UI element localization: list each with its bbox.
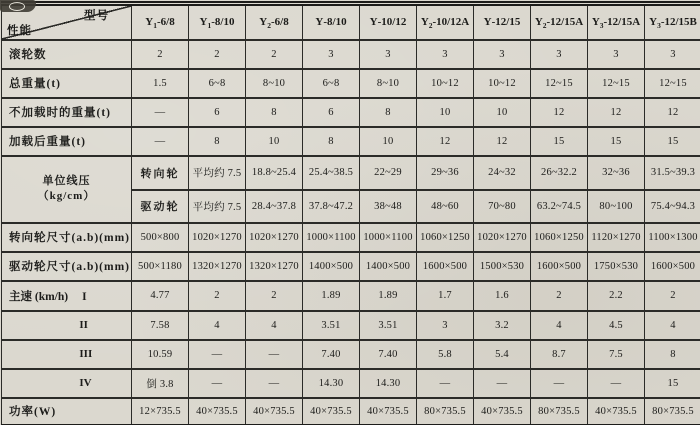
row-label-gear: [2, 340, 132, 369]
data-cell: 80×735.5: [417, 398, 474, 425]
data-cell: 3: [474, 40, 531, 69]
data-cell: 1020×1270: [474, 223, 531, 252]
data-cell: 1020×1270: [246, 223, 303, 252]
data-cell: 15: [588, 127, 645, 156]
model-header: [303, 4, 360, 40]
group-label-text: 单位线压: [42, 175, 91, 188]
data-cell: 3: [303, 40, 360, 69]
roller-spec-table: [1, 1, 700, 425]
data-cell: 1400×500: [360, 252, 417, 281]
model-rest: -8/10: [323, 16, 347, 29]
row-label: 不加载时的重量(t): [2, 98, 132, 127]
speed-label-text: 主速 (km/h): [9, 290, 69, 303]
data-cell: 1750×530: [588, 252, 645, 281]
data-cell: 80×735.5: [645, 398, 700, 425]
data-cell: 15: [645, 127, 700, 156]
data-cell: 1000×1100: [360, 223, 417, 252]
data-cell: 2: [246, 281, 303, 311]
data-cell: 4: [645, 311, 700, 340]
model-subscript: 1: [207, 21, 212, 31]
scan-smudge-artifact: [0, 0, 36, 12]
model-rest: -12/15B: [660, 16, 697, 29]
data-cell: 12~15: [645, 69, 700, 98]
data-cell: 3: [417, 311, 474, 340]
corner-performance-label: 性能: [7, 24, 32, 37]
data-cell: 8: [246, 98, 303, 127]
row-label: 转向轮尺寸(a.b)(mm): [2, 223, 132, 252]
model-header: [474, 4, 531, 40]
data-cell: 3: [588, 40, 645, 69]
data-cell: 倒 3.8: [132, 369, 189, 398]
data-cell: 12×735.5: [132, 398, 189, 425]
data-cell: 10: [246, 127, 303, 156]
data-cell: 1.89: [303, 281, 360, 311]
corner-model-label: 型号: [84, 10, 109, 22]
data-cell: 1320×1270: [246, 252, 303, 281]
row-label-main-speed: [2, 281, 132, 311]
data-cell: 2: [531, 281, 588, 311]
data-cell: 500×800: [132, 223, 189, 252]
data-cell: 7.40: [360, 340, 417, 369]
model-rest: -12/15A: [603, 16, 641, 29]
data-cell: 10: [417, 98, 474, 127]
data-cell: 3: [531, 40, 588, 69]
data-cell: 1020×1270: [189, 223, 246, 252]
data-cell: —: [132, 127, 189, 156]
data-cell: 80~100: [588, 190, 645, 223]
data-cell: 7.58: [132, 311, 189, 340]
data-cell: 10.59: [132, 340, 189, 369]
data-cell: 1.5: [132, 69, 189, 98]
row-label: 加载后重量(t): [2, 127, 132, 156]
data-cell: 3.51: [303, 311, 360, 340]
data-cell: 1060×1250: [417, 223, 474, 252]
data-cell: 12: [531, 98, 588, 127]
model-rest: -8/10: [211, 16, 235, 29]
data-cell: 500×1180: [132, 252, 189, 281]
model-header: [189, 4, 246, 40]
data-cell: 37.8~47.2: [303, 190, 360, 223]
model-rest: -6/8: [270, 16, 289, 29]
data-cell: 6: [189, 98, 246, 127]
model-base: Y: [259, 16, 268, 29]
model-base: Y: [649, 16, 658, 29]
data-cell: 28.4~37.8: [246, 190, 303, 223]
row-label: 滚轮数: [2, 40, 132, 69]
data-cell: 40×735.5: [588, 398, 645, 425]
data-cell: 8~10: [360, 69, 417, 98]
data-cell: —: [189, 340, 246, 369]
data-cell: —: [531, 369, 588, 398]
model-subscript: 3: [599, 21, 604, 31]
model-subscript: 2: [542, 21, 547, 31]
data-cell: 12: [417, 127, 474, 156]
data-cell: 3.2: [474, 311, 531, 340]
data-cell: 4.5: [588, 311, 645, 340]
data-cell: 1.6: [474, 281, 531, 311]
model-subscript: 2: [267, 21, 271, 31]
model-rest: -12/15A: [546, 16, 584, 29]
data-cell: —: [246, 369, 303, 398]
data-cell: 2: [246, 40, 303, 69]
data-cell: 1600×500: [645, 252, 700, 281]
data-cell: —: [474, 369, 531, 398]
model-rest: -12/15: [491, 16, 521, 29]
data-cell: —: [588, 369, 645, 398]
data-cell: 8~10: [246, 69, 303, 98]
sub-label-steering-wheel: 转向轮: [132, 156, 189, 190]
data-cell: 15: [531, 127, 588, 156]
data-cell: 8.7: [531, 340, 588, 369]
model-base: Y: [534, 16, 543, 29]
data-cell: 3.51: [360, 311, 417, 340]
data-cell: 40×735.5: [303, 398, 360, 425]
data-cell: 5.8: [417, 340, 474, 369]
model-subscript: 2: [428, 21, 433, 31]
data-cell: 31.5~39.3: [645, 156, 700, 190]
data-cell: 平均约 7.5: [189, 156, 246, 190]
model-base: Y: [369, 16, 378, 29]
group-unit-text: （kg/cm）: [37, 190, 96, 202]
data-cell: 26~32.2: [531, 156, 588, 190]
data-cell: 3: [645, 40, 700, 69]
data-cell: 2.2: [588, 281, 645, 311]
data-cell: 8: [303, 127, 360, 156]
sub-label-driving-wheel: 驱动轮: [132, 190, 189, 223]
model-rest: -10/12A: [432, 16, 470, 29]
model-header: [360, 4, 417, 40]
data-cell: 3: [417, 40, 474, 69]
data-cell: 12~15: [531, 69, 588, 98]
data-cell: 1.89: [360, 281, 417, 311]
model-subscript: 1: [153, 21, 157, 31]
data-cell: 8: [360, 98, 417, 127]
data-cell: 2: [645, 281, 700, 311]
model-base: Y: [591, 16, 600, 29]
data-cell: 4: [531, 311, 588, 340]
data-cell: 40×735.5: [474, 398, 531, 425]
data-cell: 3: [360, 40, 417, 69]
data-cell: 70~80: [474, 190, 531, 223]
model-header: [531, 4, 588, 40]
row-label: 总重量(t): [2, 69, 132, 98]
data-cell: 1100×1300: [645, 223, 700, 252]
data-cell: 10: [474, 98, 531, 127]
data-cell: 15: [645, 369, 700, 398]
gear-numeral: IV: [79, 377, 92, 389]
data-cell: 6~8: [303, 69, 360, 98]
model-header: [645, 4, 700, 40]
model-base: Y: [315, 16, 324, 29]
data-cell: —: [246, 340, 303, 369]
model-header: [246, 4, 303, 40]
data-cell: 22~29: [360, 156, 417, 190]
data-cell: 10~12: [474, 69, 531, 98]
data-cell: 32~36: [588, 156, 645, 190]
model-header: [588, 4, 645, 40]
data-cell: 1.7: [417, 281, 474, 311]
row-label: 功率(W): [2, 398, 132, 425]
data-cell: 1500×530: [474, 252, 531, 281]
data-cell: 80×735.5: [531, 398, 588, 425]
data-cell: 4: [246, 311, 303, 340]
data-cell: 1400×500: [303, 252, 360, 281]
row-label-gear: [2, 369, 132, 398]
data-cell: 48~60: [417, 190, 474, 223]
gear-numeral: I: [82, 290, 87, 303]
gear-numeral: II: [79, 319, 88, 331]
model-rest: -6/8: [156, 16, 175, 29]
model-rest: -10/12: [377, 16, 407, 29]
data-cell: 40×735.5: [246, 398, 303, 425]
data-cell: —: [189, 369, 246, 398]
data-cell: 12: [474, 127, 531, 156]
data-cell: 29~36: [417, 156, 474, 190]
model-header: [132, 4, 189, 40]
data-cell: 1320×1270: [189, 252, 246, 281]
model-header: [417, 4, 474, 40]
data-cell: —: [417, 369, 474, 398]
data-cell: 6~8: [189, 69, 246, 98]
data-cell: 1000×1100: [303, 223, 360, 252]
data-cell: 38~48: [360, 190, 417, 223]
row-label-gear: [2, 311, 132, 340]
data-cell: 2: [132, 40, 189, 69]
data-cell: 14.30: [303, 369, 360, 398]
data-cell: 14.30: [360, 369, 417, 398]
row-label: 驱动轮尺寸(a.b)(mm): [2, 252, 132, 281]
data-cell: 12~15: [588, 69, 645, 98]
data-cell: —: [132, 98, 189, 127]
gear-numeral: III: [79, 348, 93, 360]
data-cell: 8: [189, 127, 246, 156]
data-cell: 1120×1270: [588, 223, 645, 252]
model-base: Y: [145, 16, 154, 29]
data-cell: 40×735.5: [189, 398, 246, 425]
data-cell: 12: [645, 98, 700, 127]
data-cell: 40×735.5: [360, 398, 417, 425]
model-base: Y: [420, 16, 429, 29]
data-cell: 12: [588, 98, 645, 127]
data-cell: 24~32: [474, 156, 531, 190]
model-subscript: 3: [657, 21, 661, 31]
data-cell: 2: [189, 40, 246, 69]
data-cell: 1060×1250: [531, 223, 588, 252]
data-cell: 7.40: [303, 340, 360, 369]
data-cell: 25.4~38.5: [303, 156, 360, 190]
group-label-unit-line-pressure: [2, 156, 132, 223]
data-cell: 7.5: [588, 340, 645, 369]
data-cell: 8: [645, 340, 700, 369]
data-cell: 4.77: [132, 281, 189, 311]
model-base: Y: [199, 16, 208, 29]
data-cell: 1600×500: [531, 252, 588, 281]
data-cell: 10: [360, 127, 417, 156]
data-cell: 平均约 7.5: [189, 190, 246, 223]
data-cell: 1600×500: [417, 252, 474, 281]
data-cell: 10~12: [417, 69, 474, 98]
data-cell: 63.2~74.5: [531, 190, 588, 223]
data-cell: 75.4~94.3: [645, 190, 700, 223]
data-cell: 18.8~25.4: [246, 156, 303, 190]
data-cell: 6: [303, 98, 360, 127]
data-cell: 4: [189, 311, 246, 340]
data-cell: 2: [189, 281, 246, 311]
model-base: Y: [483, 16, 492, 29]
data-cell: 5.4: [474, 340, 531, 369]
